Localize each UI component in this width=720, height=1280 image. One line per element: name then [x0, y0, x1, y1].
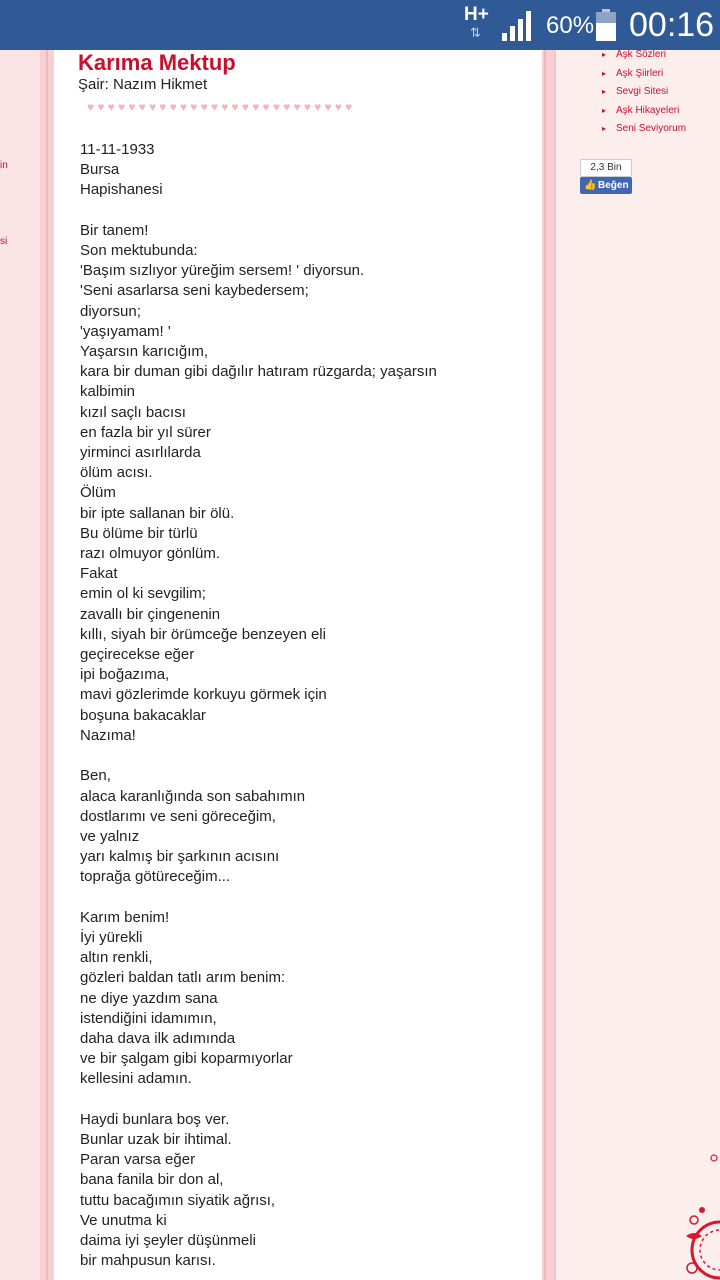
caret-right-icon: ▸ [602, 50, 607, 59]
frame-border-right [544, 50, 546, 1280]
facebook-like-count: 2,3 Bin [580, 159, 632, 177]
sidebar-divider [554, 50, 556, 1280]
thumbs-up-icon: 👍 [584, 180, 597, 191]
caret-right-icon: ▸ [602, 87, 607, 96]
left-menu-fragment[interactable]: si [0, 236, 8, 247]
data-arrows-icon: ⇅ [470, 25, 479, 40]
clock: 00:16 [629, 6, 715, 44]
facebook-like-label: Beğen [598, 180, 629, 191]
heart-divider: ♥♥♥♥♥♥♥♥♥♥♥♥♥♥♥♥♥♥♥♥♥♥♥♥♥♥ [87, 100, 356, 114]
sidebar-item-ask-hikayeleri[interactable] [602, 105, 686, 124]
left-column [0, 50, 40, 1280]
left-menu-fragment[interactable]: in [0, 160, 8, 171]
sidebar-menu [602, 49, 686, 142]
status-bar [0, 0, 720, 50]
sidebar-item-label: Sevgi Sitesi [616, 86, 669, 97]
signal-icon [500, 9, 536, 41]
poem-article [54, 50, 542, 1280]
sidebar-item-label: Aşk Şiirleri [616, 67, 664, 79]
sidebar-item-ask-sozleri[interactable] [602, 49, 686, 68]
page-title: Karıma Mektup [78, 50, 236, 75]
battery-percent: 60% [546, 12, 595, 39]
network-type: H+ [464, 4, 489, 25]
poet-name: Şair: Nazım Hikmet [78, 76, 208, 93]
sidebar-item-label: Aşk Hikayeleri [616, 104, 680, 116]
caret-right-icon: ▸ [602, 124, 607, 133]
right-sidebar [554, 50, 720, 1280]
decorative-ornament [680, 1140, 720, 1280]
sidebar-item-seni-seviyorum[interactable] [602, 123, 686, 142]
sidebar-item-ask-siirleri[interactable] [602, 68, 686, 87]
facebook-like-button[interactable] [580, 177, 632, 194]
caret-right-icon: ▸ [602, 105, 607, 115]
sidebar-item-label: Seni Seviyorum [616, 123, 687, 134]
battery-icon [596, 9, 616, 41]
sidebar-item-label: Aşk Sözleri [616, 49, 667, 60]
sidebar-item-sevgi-sitesi[interactable] [602, 86, 686, 105]
caret-right-icon: ▸ [602, 68, 607, 78]
poem-text: 11-11-1933 Bursa Hapishanesi Bir tanem! Son mektubunda: 'Başım sızlıyor yüreğim sersem! ' diyorsun. 'Seni asarlarsa seni kaybedersem; diyorsun; 'yaşıyamam! ' Yaşarsın karıcığım, kara bir duman gibi dağılır hatıram rüzgarda; yaşarsın kalbimin kızıl saçlı bacısı en fazla bir yıl sürer yirminci asırlılarda ölüm acısı. Ölüm bir ipte sallanan bir ölü. Bu ölüme bir türlü razı olmuyor gönlüm. Fakat emin ol ki sevgilim; zavallı bir çingenenin kıllı, siyah bir örümceğe benzeyen eli geçirecekse eğer ipi boğazıma, mavi gözlerimde korkuyu görmek için boşuna bakacaklar Nazıma! Ben, alaca karanlığında son sabahımın dostlarımı ve seni göreceğim, ve yalnız yarı kalmış bir şarkının acısını toprağa götüreceğim... Karım benim! İyi yürekli altın renkli, gözleri baldan tatlı arım benim: ne diye yazdım sana istendiğini idamımın, daha dava ilk adımında ve bir şalgam gibi koparmıyorlar kellesini adamın. Haydi bunlara boş ver. Bunlar uzak bir ihtimal. Paran varsa eğer bana fanila bir don al, tuttu bacağımın siyatik ağrısı, Ve unutma ki daima iyi şeyler düşünmeli bir mahpusun karısı. [80, 141, 437, 1270]
frame-border-left [46, 50, 48, 1280]
